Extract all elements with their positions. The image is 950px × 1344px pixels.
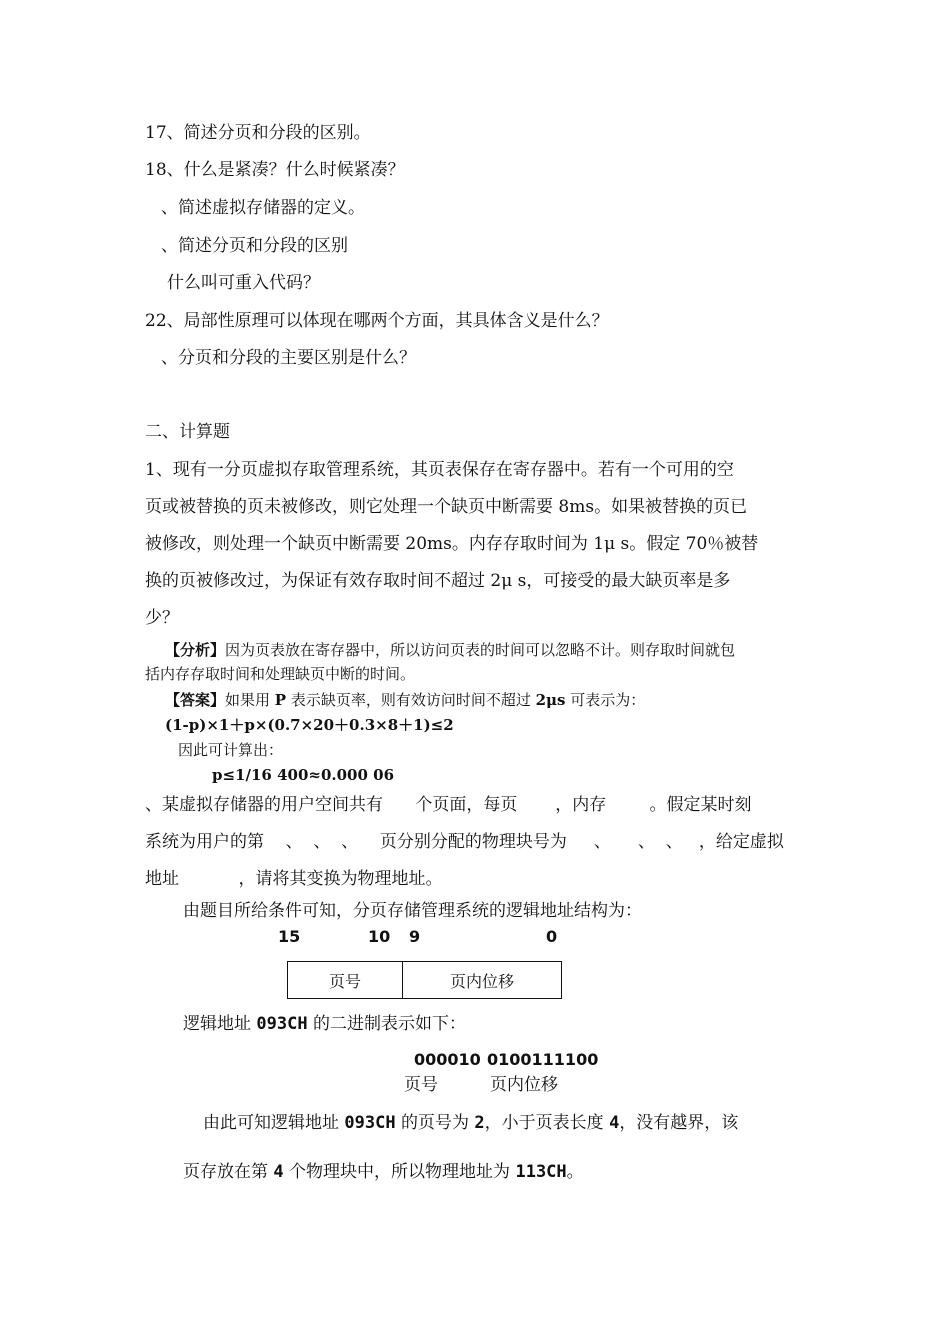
time-limit: 2μs	[535, 691, 566, 709]
problem-2-line: 系统为用户的第 、 、 、 页分别分配的物理块号为 、 、 、 ，给定虚拟	[145, 832, 784, 852]
problem-1-line: 1、现有一分页虚拟存取管理系统，其页表保存在寄存器中。若有一个可用的空	[145, 460, 734, 480]
field-offset-label: 页内位移	[449, 971, 514, 991]
binary-intro	[183, 1012, 466, 1036]
answer-label: 【答案】	[165, 691, 226, 709]
text: 的页号为	[395, 1113, 475, 1133]
text: 逻辑地址	[183, 1014, 257, 1034]
text: 个物理块中，所以物理地址为	[283, 1162, 516, 1182]
text: 页存放在第	[183, 1162, 274, 1182]
problem-2-line: 地址 ，请将其变换为物理地址。	[145, 869, 443, 889]
bit-9: 9	[409, 927, 421, 946]
text: 的二进制表示如下：	[307, 1014, 466, 1034]
text: 由此可知逻辑地址	[203, 1113, 345, 1133]
field-page-label: 页号	[328, 971, 361, 991]
table-length: 4	[609, 1113, 620, 1133]
question-23: 、分页和分段的主要区别是什么？	[161, 348, 416, 368]
answer-formula: (1-p)×1＋p×(0.7×20＋0.3×8＋1)≤2	[165, 716, 454, 734]
text: ，小于页表长度	[484, 1113, 610, 1133]
answer-result: p≤1/16 400≈0.000 06	[212, 766, 395, 784]
bit-10: 10	[368, 927, 391, 946]
block-number: 4	[273, 1162, 284, 1182]
binary-offset: 0100111100	[487, 1050, 599, 1069]
question-20: 、简述分页和分段的区别	[161, 236, 348, 256]
analysis-continued: 括内存存取时间和处理缺页中断的时间。	[145, 665, 416, 683]
section-heading: 二、计算题	[145, 422, 230, 442]
conclusion-line-1	[203, 1111, 738, 1135]
logical-address: 093CH	[344, 1113, 396, 1133]
problem-1-line: 页或被替换的页未被修改，则它处理一个缺页中断需要 8ms。如果被替换的页已	[145, 497, 748, 517]
answer-text: 可表示为：	[565, 691, 646, 709]
binary-page: 000010	[414, 1050, 481, 1069]
analysis-label: 【分析】	[165, 641, 226, 659]
variable-p: P	[274, 691, 287, 709]
problem-1	[145, 452, 805, 637]
page-number: 2	[474, 1113, 485, 1133]
conclusion-line-2	[183, 1160, 584, 1184]
question-19: 、简述虚拟存储器的定义。	[161, 198, 365, 218]
binary-offset-label: 页内位移	[490, 1075, 558, 1095]
text: ，没有越界，该	[619, 1113, 739, 1133]
problem-2-line: 、某虚拟存储器的用户空间共有 个页面，每页 ，内存 。假定某时刻	[145, 795, 752, 815]
address-field-offset	[402, 961, 562, 999]
bit-15: 15	[278, 927, 301, 946]
answer-text: 表示缺页率，则有效访问时间不超过	[286, 691, 536, 709]
bit-0: 0	[546, 927, 558, 946]
address-field-page	[287, 961, 403, 999]
answer	[165, 689, 645, 711]
logical-address: 093CH	[256, 1014, 308, 1034]
binary-page-label: 页号	[404, 1075, 438, 1095]
question-18: 18、什么是紧凑？什么时候紧凑？	[145, 160, 405, 180]
solution-intro: 由题目所给条件可知，分页存储管理系统的逻辑地址结构为：	[183, 901, 642, 921]
text: 。	[566, 1162, 584, 1182]
problem-1-line: 换的页被修改过，为保证有效存取时间不超过 2μ s，可接受的最大缺页率是多	[145, 571, 731, 591]
problem-1-line: 少？	[145, 608, 179, 628]
problem-2	[145, 787, 805, 898]
problem-1-line: 被修改，则处理一个缺页中断需要 20ms。内存存取时间为 1μ s。假定 70％被替	[145, 534, 759, 554]
analysis	[165, 639, 735, 661]
analysis-text: 因为页表放在寄存器中，所以访问页表的时间可以忽略不计。则存取时间就包	[225, 641, 736, 659]
calc-label: 因此可计算出：	[178, 741, 284, 759]
answer-text: 如果用	[225, 691, 275, 709]
question-21: 什么叫可重入代码？	[167, 273, 320, 293]
question-22: 22、局部性原理可以体现在哪两个方面，其具体含义是什么？	[145, 311, 609, 331]
question-17: 17、简述分页和分段的区别。	[145, 123, 371, 143]
physical-address: 113CH	[515, 1162, 567, 1182]
